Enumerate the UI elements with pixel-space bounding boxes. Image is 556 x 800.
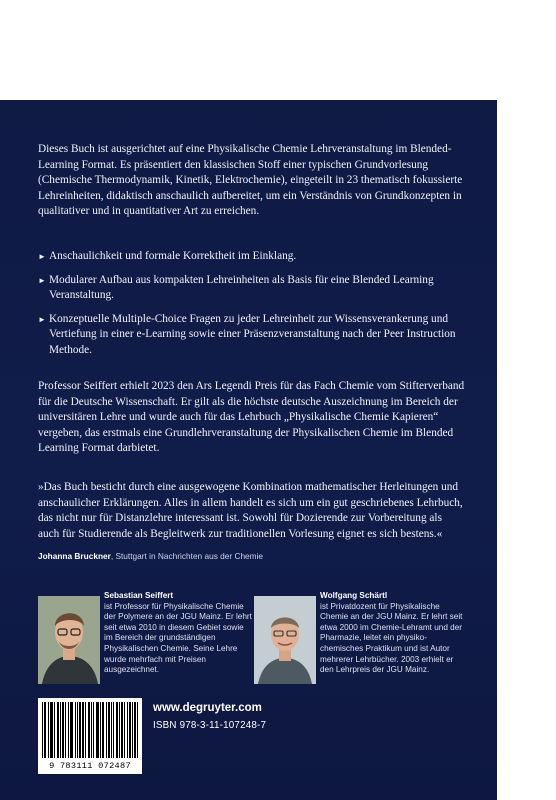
barcode-bar: [132, 702, 133, 758]
back-cover: [0, 100, 497, 800]
barcode-bar: [88, 702, 89, 758]
isbn-barcode: [38, 698, 142, 774]
barcode-bar: [85, 702, 86, 758]
review-attribution: [38, 551, 263, 561]
barcode-bar: [50, 702, 51, 758]
barcode-bar: [83, 702, 84, 758]
barcode-bar: [119, 702, 120, 758]
feature-item: ► Anschaulichkeit und formale Korrektheit im Einklang.: [38, 249, 466, 265]
barcode-bar: [72, 702, 73, 758]
barcode-bar: [108, 702, 109, 758]
author-photo-schaertl: [254, 596, 316, 684]
barcode-bar: [122, 702, 123, 758]
barcode-bar: [68, 702, 69, 758]
barcode-bar: [117, 702, 118, 758]
author-bio-seiffert: [104, 591, 252, 676]
barcode-bar: [97, 702, 98, 758]
author-bio-text: ist Privatdozent für Physikalische Chemie an der JGU Mainz. Er lehrt seit etwa 2000 im Chemie-Lehramt und der Pharmazie, leitet ein physiko-chemisches Praktikum und ist Autor mehrerer Lehrbücher. 2003 erhielt er den Lehrpreis der JGU Mainz.: [320, 601, 463, 675]
barcode-icon: [42, 702, 138, 758]
barcode-bar: [75, 702, 76, 758]
barcode-bar: [77, 702, 78, 758]
barcode-bar: [70, 702, 71, 758]
author-portrait-icon: [254, 596, 316, 684]
barcode-bar: [127, 702, 128, 758]
feature-item: ► Konzeptuelle Multiple-Choice Fragen zu jeder Lehreinheit zur Wissensverankerung und Vertiefung in einer e-Learning sowie einer Präsenzveranstaltung nach der Peer Instruction Methode.: [38, 312, 456, 356]
barcode-bar: [45, 702, 46, 758]
barcode-bar: [52, 702, 53, 758]
barcode-bar: [58, 702, 59, 758]
barcode-bar: [134, 702, 135, 758]
award-paragraph: Professor Seiffert erhielt 2023 den Ars Legendi Preis für das Fach Chemie vom Stifterverband für die Deutsche Wissenschaft. Er gilt als die höchste deutsche Auszeichnung im Bereich der universitären Lehre und wurde auch für das Lehrbuch „Physikalische Chemie Kapieren“ vergeben, das erstmals eine Grundlehrveranstaltung der Physikalischen Chemie im Blended Learning Format darbietet.: [38, 380, 465, 455]
feature-list: [38, 249, 466, 367]
author-bio-text: ist Professor für Physikalische Chemie der Polymere an der JGU Mainz. Er lehrt seit etwa 2010 in diesem Gebiet sowie im Bereich der grundständigen Physikalischen Chemie. Seine Lehre wurde mehrfach mit Preisen ausgezeichnet.: [104, 601, 252, 675]
publisher-url[interactable]: www.degruyter.com: [153, 702, 262, 714]
barcode-bar: [121, 702, 122, 758]
barcode-bar: [89, 702, 90, 758]
barcode-bar: [62, 702, 63, 758]
barcode-bar: [48, 702, 49, 758]
barcode-bar: [129, 702, 130, 758]
barcode-bar: [111, 702, 112, 758]
barcode-bar: [113, 702, 114, 758]
author-bio-schaertl: [320, 591, 468, 676]
barcode-bar: [79, 702, 80, 758]
review-author: Johanna Bruckner: [38, 551, 111, 561]
barcode-bar: [80, 702, 81, 758]
author-photo-seiffert: [38, 596, 100, 684]
review-quote: »Das Buch besticht durch eine ausgewogene Kombination mathematischer Herleitungen und anschaulicher Erklärungen. Alles in allem handelt es sich um ein gut geschriebenes Lehrbuch, das nicht nur für Distanzlehre interessant ist. Sowohl für Dozierende zur Vorbereitung als auch für Studierende als Begleitwerk zur traditionellen Vorlesung eignet es sich bestens.«: [38, 481, 463, 540]
barcode-bar: [91, 702, 92, 758]
barcode-bar: [135, 702, 136, 758]
barcode-bar: [106, 702, 107, 758]
barcode-digits: 9 783111 072487: [49, 761, 131, 771]
blurb-paragraph: Dieses Buch ist ausgerichtet auf eine Physikalische Chemie Lehrveranstaltung im Blended-Learning Format. Es präsentiert den klassischen Stoff einer typischen Grundvorlesung (Chemische Thermodynamik, Kinetik, Elektrochemie), eingeteilt in 23 thematisch fokussierte Lehreinheiten, didaktisch anschaulich aufbereitet, um ein Verständnis von Grundkonzepten in qualitativer und in quantitativer Art zu erreichen.: [38, 143, 463, 218]
bullet-arrow-icon: ►: [38, 275, 46, 285]
barcode-bar: [65, 702, 66, 758]
barcode-bar: [100, 702, 101, 758]
barcode-bar: [137, 702, 138, 758]
barcode-bar: [60, 702, 61, 758]
feature-item: ► Modularer Aufbau aus kompakten Lehreinheiten als Basis für eine Blended Learning Veranstaltung.: [38, 273, 434, 302]
barcode-bar: [98, 702, 99, 758]
review-source: , Stuttgart in Nachrichten aus der Chemie: [110, 551, 264, 561]
barcode-bar: [116, 702, 117, 758]
barcode-bar: [93, 702, 94, 758]
barcode-bar: [124, 702, 125, 758]
author-name: Sebastian Seiffert: [104, 591, 174, 600]
barcode-bar: [54, 702, 55, 758]
barcode-bar: [42, 702, 43, 758]
barcode-bar: [51, 702, 52, 758]
bullet-arrow-icon: ►: [38, 252, 46, 261]
barcode-bar: [103, 702, 104, 758]
author-name: Wolfgang Schärtl: [320, 591, 388, 600]
barcode-bar: [44, 702, 45, 758]
bullet-arrow-icon: ►: [38, 314, 46, 324]
barcode-bar: [109, 702, 110, 758]
author-portrait-icon: [38, 596, 100, 684]
barcode-bar: [71, 702, 72, 758]
barcode-bar: [57, 702, 58, 758]
barcode-bar: [130, 702, 131, 758]
barcode-bar: [82, 702, 83, 758]
barcode-bar: [102, 702, 103, 758]
isbn-number: ISBN 978-3-11-107248-7: [153, 720, 267, 731]
barcode-bar: [63, 702, 64, 758]
barcode-bar: [96, 702, 97, 758]
